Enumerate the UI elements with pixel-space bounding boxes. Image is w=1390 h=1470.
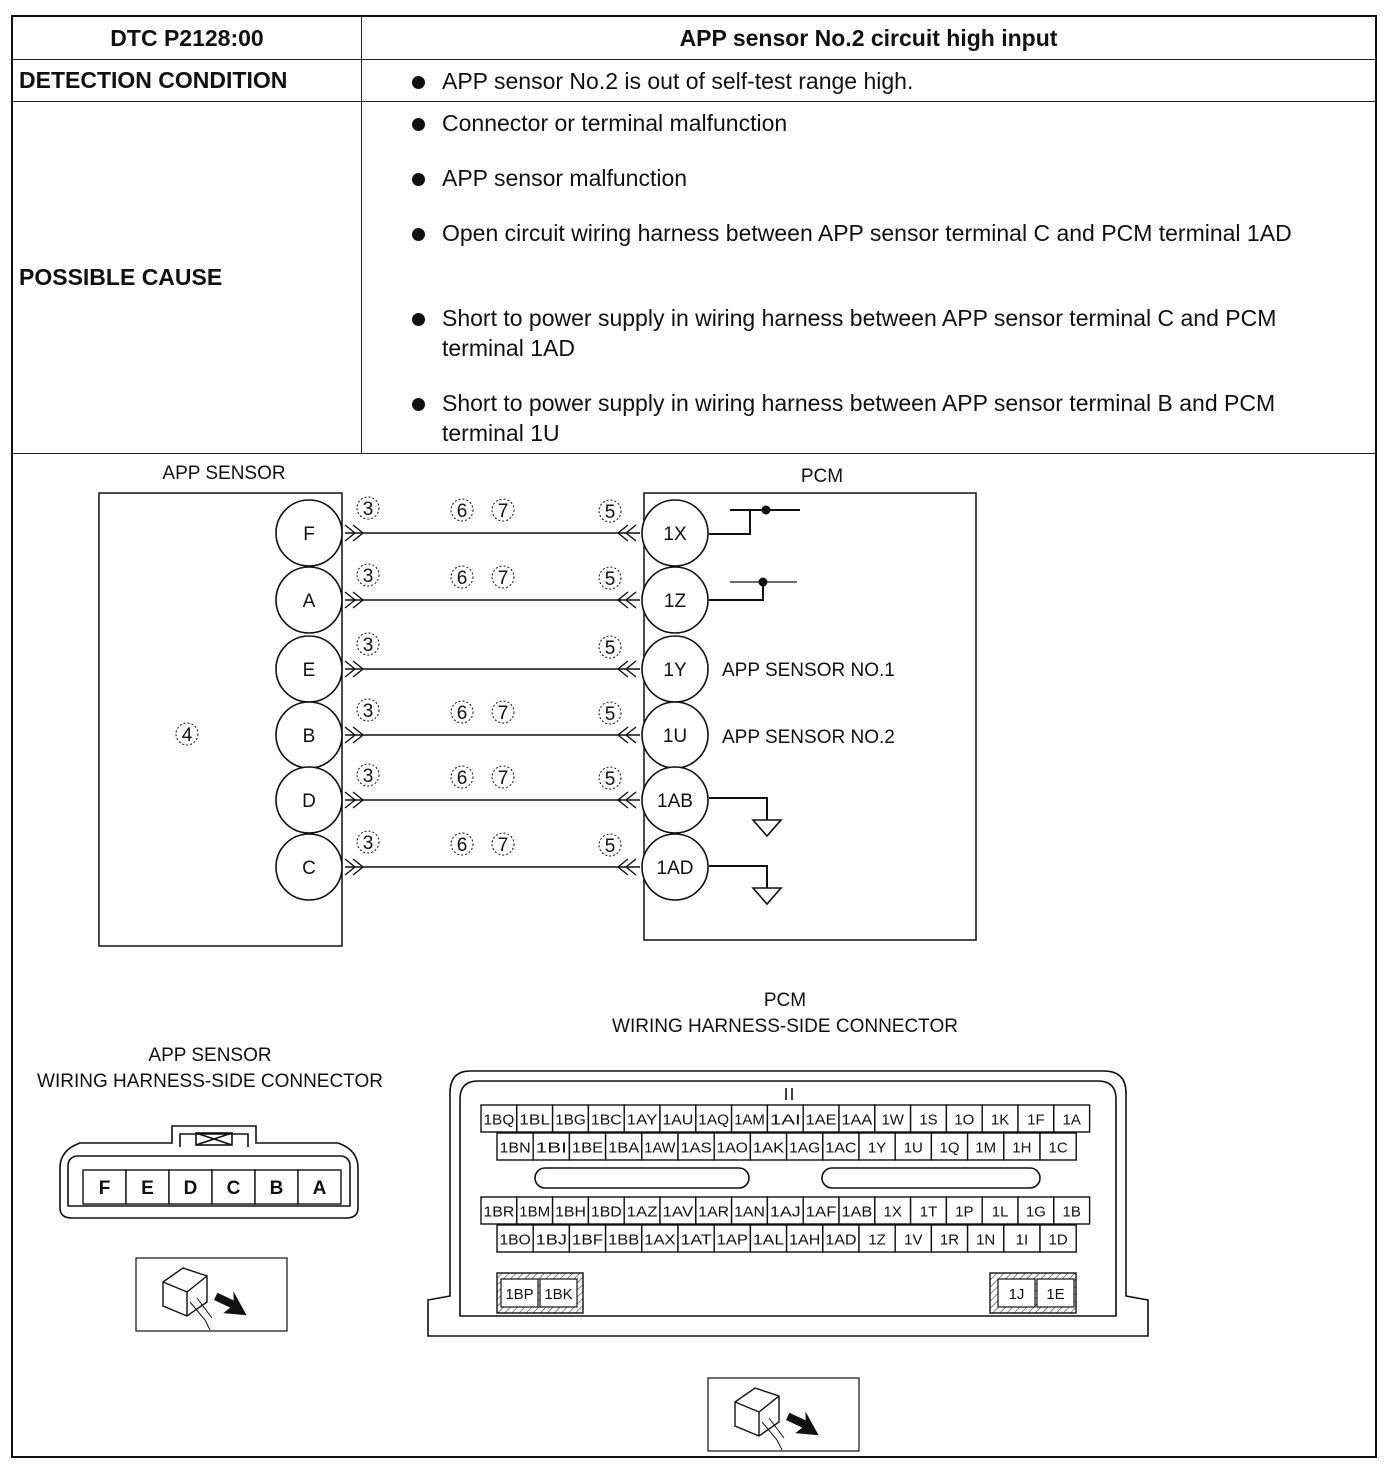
pcm-pin-label: 1S bbox=[919, 1111, 938, 1129]
label-app-sensor-no2: APP SENSOR NO.2 bbox=[722, 727, 895, 748]
pcm-pin-label: 1BL bbox=[519, 1111, 551, 1129]
wire-row bbox=[276, 764, 708, 833]
sensor-terminal-label: F bbox=[303, 524, 315, 545]
pcm-pin-label: 1AT bbox=[680, 1231, 712, 1249]
app-connector-pin-label: D bbox=[183, 1178, 198, 1199]
pcm-pin-label: 1L bbox=[991, 1203, 1009, 1221]
sensor-terminal-label: C bbox=[302, 858, 316, 879]
sensor-terminal-label: E bbox=[302, 660, 316, 681]
pcm-connector-title-2: WIRING HARNESS-SIDE CONNECTOR bbox=[612, 1016, 958, 1037]
ground-icon bbox=[753, 820, 781, 836]
pcm-pin-label: 1AG bbox=[789, 1139, 821, 1157]
right-marker: 5 bbox=[604, 769, 616, 790]
pcm-pin-label: 1AM bbox=[734, 1111, 765, 1129]
pcm-pin-label: 1P bbox=[955, 1203, 974, 1221]
pcm-pin-label: 1BC bbox=[590, 1111, 622, 1129]
wire-row bbox=[276, 497, 708, 566]
pcm-title: PCM bbox=[800, 466, 844, 487]
pcm-pin-label: 1R bbox=[939, 1231, 960, 1249]
pcm-pin-label: 1W bbox=[881, 1111, 904, 1129]
sensor-terminal-label: D bbox=[302, 791, 316, 812]
list-item: Connector or terminal malfunction bbox=[412, 108, 1312, 138]
wire-row bbox=[276, 633, 708, 702]
pcm-pin-label: 1N bbox=[976, 1231, 996, 1249]
mid-marker-a: 6 bbox=[456, 568, 468, 589]
left-marker: 3 bbox=[362, 701, 374, 722]
pcm-pin-label: 1AS bbox=[680, 1139, 712, 1157]
left-marker: 3 bbox=[362, 499, 374, 520]
app-connector-title-2: WIRING HARNESS-SIDE CONNECTOR bbox=[37, 1071, 383, 1092]
pcm-terminal-label: 1Z bbox=[663, 591, 687, 612]
pcm-pin-label: 1BR bbox=[483, 1203, 515, 1221]
app-connector-pin-label: A bbox=[312, 1178, 327, 1199]
dtc-title: APP sensor No.2 circuit high input bbox=[679, 24, 1058, 51]
mid-marker-a: 6 bbox=[456, 835, 468, 856]
pcm-pin-label: 1BD bbox=[590, 1203, 622, 1221]
pcm-pin-label: 1AN bbox=[734, 1203, 765, 1221]
pcm-pin-label: 1BJ bbox=[535, 1231, 567, 1249]
pcm-pin-label: 1Y bbox=[867, 1139, 887, 1157]
ground-icon bbox=[753, 888, 781, 904]
pcm-pin-label: 1AI bbox=[769, 1111, 801, 1129]
pcm-pin-label: 1U bbox=[903, 1139, 923, 1157]
pcm-pin-label: 1V bbox=[904, 1231, 923, 1249]
pcm-pin-label: 1AE bbox=[805, 1111, 837, 1129]
pcm-pin-label: 1AB bbox=[841, 1203, 873, 1221]
mid-marker-a: 6 bbox=[456, 501, 468, 522]
pcm-pin-label: 1BN bbox=[499, 1139, 531, 1157]
mid-marker-a: 6 bbox=[456, 768, 468, 789]
pcm-block-pin-label: 1BP bbox=[505, 1286, 534, 1303]
pcm-pin-label: 1D bbox=[1048, 1231, 1068, 1249]
wire-row bbox=[276, 831, 708, 900]
pcm-pin-label: 1BB bbox=[608, 1231, 640, 1249]
right-marker: 5 bbox=[604, 638, 616, 659]
mid-marker-a: 6 bbox=[456, 703, 468, 724]
app-connector-pin-label: B bbox=[269, 1178, 284, 1199]
pcm-pin-label: 1AW bbox=[644, 1139, 677, 1157]
list-item: APP sensor malfunction bbox=[412, 163, 1312, 193]
pcm-pin-label: 1BQ bbox=[483, 1111, 515, 1129]
left-marker: 3 bbox=[362, 566, 374, 587]
pcm-pin-label: 1AY bbox=[626, 1111, 658, 1129]
pcm-connector-title-1: PCM bbox=[763, 990, 807, 1011]
pcm-pin-label: 1AO bbox=[716, 1139, 748, 1157]
mid-marker-b: 7 bbox=[497, 501, 509, 522]
mid-marker-b: 7 bbox=[497, 835, 509, 856]
pcm-pin-label: 1BI bbox=[535, 1139, 567, 1157]
app-sensor-title: APP SENSOR bbox=[162, 463, 286, 484]
pcm-pin-label: 1AF bbox=[805, 1203, 837, 1221]
pcm-pin-label: 1AA bbox=[841, 1111, 873, 1129]
pcm-block-pin-label: 1BK bbox=[544, 1286, 573, 1303]
mid-marker-b: 7 bbox=[497, 768, 509, 789]
pcm-terminal-label: 1X bbox=[663, 524, 687, 545]
pcm-pin-label: 1AX bbox=[644, 1231, 676, 1249]
pcm-pin-label: 1AV bbox=[662, 1203, 694, 1221]
pcm-pin-label: 1B bbox=[1062, 1203, 1081, 1221]
pcm-pin-label: 1AU bbox=[662, 1111, 694, 1129]
pcm-pin-label: 1M bbox=[975, 1139, 997, 1157]
pcm-pin-label: 1BE bbox=[571, 1139, 604, 1157]
right-marker: 5 bbox=[604, 836, 616, 857]
view-direction-icon bbox=[136, 1258, 287, 1331]
pcm-pin-label: 1AL bbox=[752, 1231, 785, 1249]
pcm-block-pin-label: 1E bbox=[1046, 1286, 1065, 1303]
pcm-pin-label: 1K bbox=[990, 1111, 1010, 1129]
possible-cause-label: POSSIBLE CAUSE bbox=[13, 102, 362, 453]
pcm-pin-label: 1AZ bbox=[626, 1203, 658, 1221]
pcm-pin-label: 1AJ bbox=[769, 1203, 801, 1221]
list-item: APP sensor No.2 is out of self-test range high. bbox=[412, 66, 913, 96]
pcm-terminal-label: 1AB bbox=[657, 791, 693, 812]
pcm-pin-label: 1T bbox=[919, 1203, 938, 1221]
view-direction-icon bbox=[708, 1378, 859, 1451]
pcm-pin-label: 1AC bbox=[825, 1139, 857, 1157]
pcm-terminal-label: 1AD bbox=[656, 858, 694, 879]
pcm-pin-label: 1F bbox=[1027, 1111, 1045, 1129]
dtc-code: DTC P2128:00 bbox=[13, 17, 362, 59]
label-app-sensor-no1: APP SENSOR NO.1 bbox=[722, 660, 895, 681]
pcm-pin-label: 1AR bbox=[698, 1203, 730, 1221]
pcm-pin-label: 1BH bbox=[555, 1203, 586, 1221]
left-marker: 3 bbox=[362, 766, 374, 787]
app-connector-pin-label: E bbox=[141, 1178, 154, 1199]
pcm-pin-label: 1Q bbox=[939, 1139, 960, 1157]
pcm-pin-label: 1Z bbox=[868, 1231, 886, 1249]
wire-row bbox=[276, 564, 708, 633]
app-connector-title-1: APP SENSOR bbox=[148, 1045, 272, 1066]
pcm-pin-label: 1I bbox=[1015, 1231, 1029, 1249]
pcm-block-pin-label: 1J bbox=[1008, 1286, 1025, 1303]
mid-marker-b: 7 bbox=[497, 703, 509, 724]
left-marker: 3 bbox=[362, 833, 374, 854]
mid-marker-b: 7 bbox=[497, 568, 509, 589]
junction-dot bbox=[759, 578, 768, 587]
pcm-pin-label: 1BA bbox=[608, 1139, 640, 1157]
app-connector-pin-label: F bbox=[98, 1178, 111, 1199]
pcm-terminal-label: 1Y bbox=[663, 660, 687, 681]
app-connector-pin-label: C bbox=[226, 1178, 241, 1199]
pcm-terminal-label: 1U bbox=[662, 726, 688, 747]
junction-dot bbox=[762, 506, 771, 515]
right-marker: 5 bbox=[604, 569, 616, 590]
right-marker: 5 bbox=[604, 704, 616, 725]
pcm-pin-label: 1A bbox=[1062, 1111, 1081, 1129]
pcm-pin-label: 1AP bbox=[716, 1231, 748, 1249]
list-item: Short to power supply in wiring harness between APP sensor terminal B and PCM terminal 1U bbox=[412, 388, 1312, 448]
sensor-marker: 4 bbox=[181, 725, 193, 746]
pcm-pin-label: 1H bbox=[1012, 1139, 1032, 1157]
sensor-terminal-label: B bbox=[302, 726, 316, 747]
pcm-pin-label: 1AH bbox=[789, 1231, 821, 1249]
right-marker: 5 bbox=[604, 502, 616, 523]
pcm-internal-circuit bbox=[709, 510, 800, 888]
pcm-pin-label: 1G bbox=[1025, 1203, 1046, 1221]
list-item: Open circuit wiring harness between APP sensor terminal C and PCM terminal 1AD bbox=[412, 218, 1312, 248]
pcm-pin-label: 1AK bbox=[752, 1139, 785, 1157]
wire-row bbox=[276, 699, 708, 768]
left-marker: 3 bbox=[362, 635, 374, 656]
pcm-pin-label: 1BO bbox=[499, 1231, 531, 1249]
pcm-pin-label: 1AQ bbox=[698, 1111, 730, 1129]
detection-label: DETECTION CONDITION bbox=[13, 60, 362, 101]
pcm-pin-label: 1C bbox=[1048, 1139, 1068, 1157]
pcm-pin-label: 1BF bbox=[571, 1231, 604, 1249]
list-item: Short to power supply in wiring harness between APP sensor terminal C and PCM terminal 1AD bbox=[412, 303, 1312, 363]
pcm-pin-label: 1BM bbox=[519, 1203, 551, 1221]
pcm-pin-label: 1X bbox=[883, 1203, 902, 1221]
pcm-pin-label: 1BG bbox=[555, 1111, 586, 1129]
pcm-pin-label: 1O bbox=[954, 1111, 975, 1129]
pcm-pin-label: 1AD bbox=[825, 1231, 857, 1249]
sensor-terminal-label: A bbox=[302, 591, 316, 612]
